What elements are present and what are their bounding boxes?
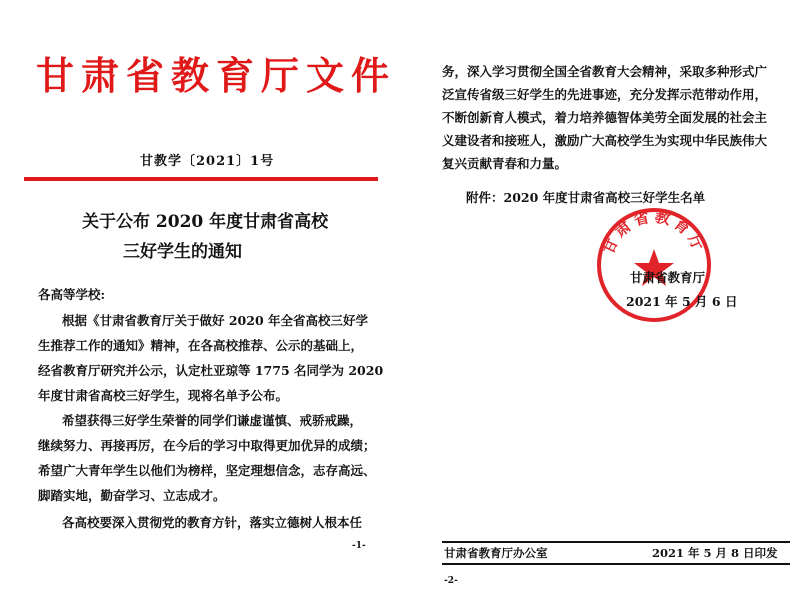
document-page-2 bbox=[404, 0, 800, 600]
body-line: 希望获得三好学生荣誉的同学们谦虚谨慎、戒骄戒躁， bbox=[62, 413, 363, 428]
body-line: 生推荐工作的通知》精神，在各高校推荐、公示的基础上， bbox=[38, 338, 364, 353]
footer-date: 2021 年 5 月 8 日印发 bbox=[652, 546, 778, 560]
header-divider-line bbox=[24, 177, 378, 181]
body-line: 继续努力、再接再厉，在今后的学习中取得更加优异的成绩； bbox=[38, 438, 376, 453]
document-title-line-2: 三好学生的通知 bbox=[123, 242, 242, 262]
body-line: 泛宣传省级三好学生的先进事迹，充分发挥示范带动作用， bbox=[442, 87, 768, 102]
body-line: 义建设者和接班人，激励广大高校学生为实现中华民族伟大 bbox=[442, 133, 768, 148]
body-line: 不断创新育人模式，着力培养德智体美劳全面发展的社会主 bbox=[442, 110, 768, 125]
footer-org: 甘肃省教育厅办公室 bbox=[444, 546, 548, 560]
page-number: -1- bbox=[352, 541, 366, 551]
seal-text: 甘肃省教育厅 bbox=[599, 207, 709, 257]
document-title-line-1: 关于公布 2020 年度甘肃省高校 bbox=[82, 212, 329, 232]
document-header: 甘肃省教育厅文件 bbox=[36, 53, 397, 98]
body-line: 各高校要深入贯彻党的教育方针，落实立德树人根本任 bbox=[62, 515, 363, 530]
footer-top-line bbox=[442, 541, 790, 543]
body-line: 希望广大青年学生以他们为榜样，坚定理想信念，志存高远、 bbox=[38, 463, 376, 478]
signature-date: 2021 年 5 月 6 日 bbox=[626, 294, 738, 309]
body-line: 务，深入学习贯彻全国全省教育大会精神，采取多种形式广 bbox=[442, 64, 768, 79]
document-number: 甘教学〔2021〕1号 bbox=[140, 154, 275, 169]
body-line: 复兴贡献青春和力量。 bbox=[442, 156, 568, 171]
body-line: 根据《甘肃省教育厅关于做好 2020 年全省高校三好学 bbox=[62, 313, 368, 328]
salutation: 各高等学校: bbox=[38, 287, 106, 302]
body-line: 脚踏实地，勤奋学习、立志成才。 bbox=[38, 488, 226, 503]
footer-bottom-line bbox=[442, 563, 790, 565]
attachment-line: 附件：2020 年度甘肃省高校三好学生名单 bbox=[466, 190, 706, 205]
page-number: -2- bbox=[444, 576, 458, 586]
signature-org: 甘肃省教育厅 bbox=[630, 270, 706, 285]
body-line: 经省教育厅研究并公示，认定杜亚琼等 1775 名同学为 2020 bbox=[38, 363, 384, 378]
body-line: 年度甘肃省高校三好学生，现将名单予公布。 bbox=[38, 388, 289, 403]
